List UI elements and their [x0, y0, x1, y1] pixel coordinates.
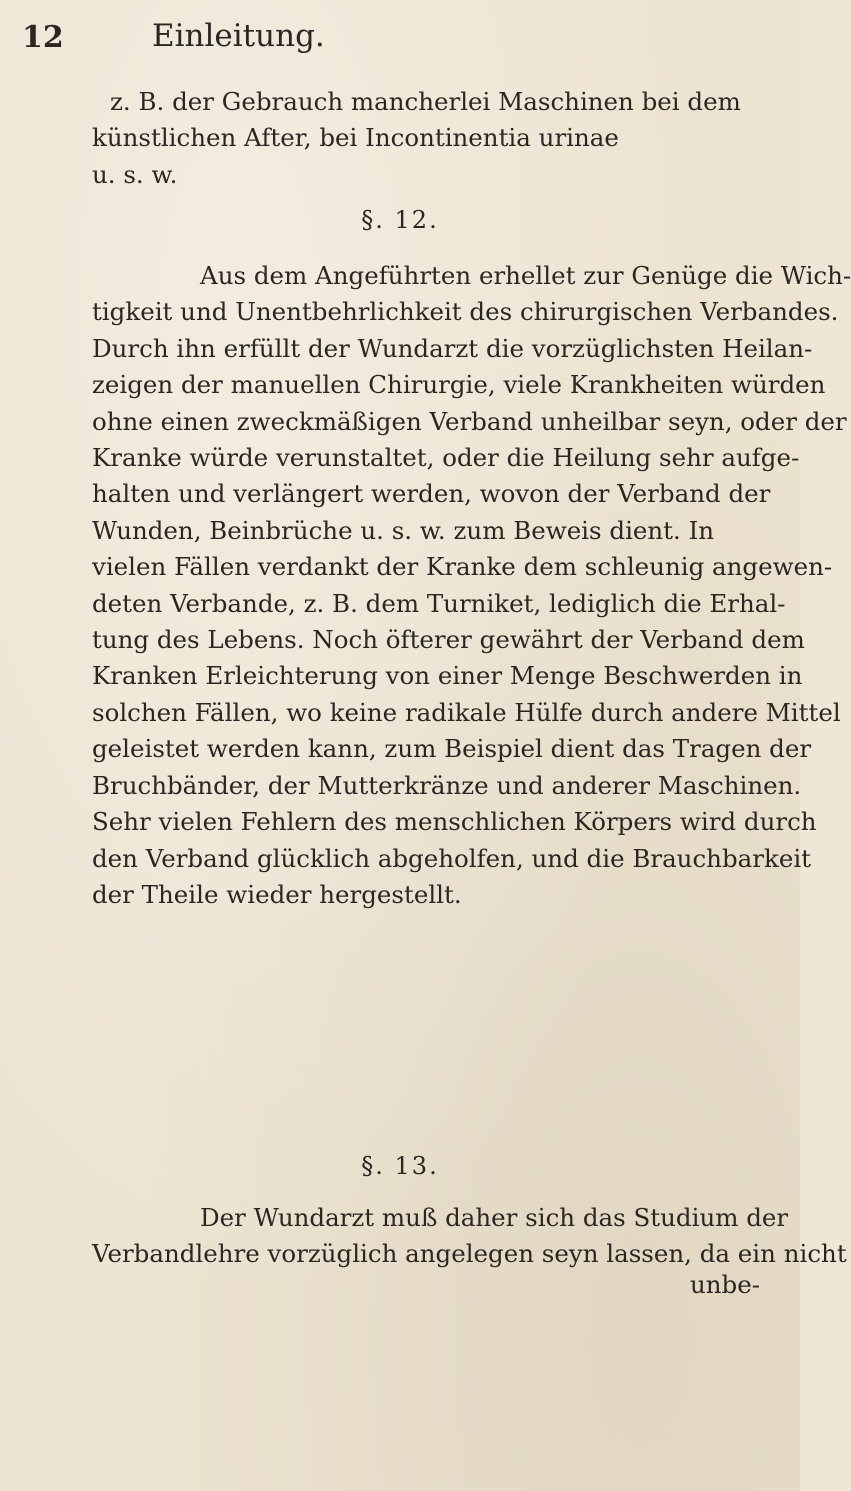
running-title: Einleitung.	[152, 18, 325, 54]
section-heading-12: §. 12.	[361, 206, 439, 234]
page-number: 12	[22, 20, 64, 55]
text-line: tigkeit und Unentbehrlichkeit des chirurgischen Verbandes.	[92, 297, 839, 327]
page-header	[22, 14, 742, 54]
text-line: Wunden, Beinbrüche u. s. w. zum Beweis dient. In	[92, 515, 715, 545]
text-line: ohne einen zweckmäßigen Verband unheilbar seyn, oder der	[92, 406, 847, 436]
text-line: zeigen der manuellen Chirurgie, viele Krankheiten würden	[92, 370, 826, 400]
text-line: geleistet werden kann, zum Beispiel dient das Tragen der	[92, 734, 812, 764]
section-12-body	[92, 258, 851, 913]
text-line: vielen Fällen verdankt der Kranke dem schleunig angewen-	[92, 552, 833, 582]
text-line: halten und verlängert werden, wovon der Verband der	[92, 479, 771, 509]
text-line: deten Verbande, z. B. dem Turniket, lediglich die Erhal-	[92, 588, 786, 618]
text-line: künstlichen After, bei Incontinentia urinae	[92, 123, 619, 153]
text-line: Bruchbänder, der Mutterkränze und anderer Maschinen.	[92, 770, 802, 800]
text-line: Der Wundarzt muß daher sich das Studium der	[200, 1203, 789, 1232]
text-line: tung des Lebens. Noch öfterer gewährt der Verband dem	[92, 625, 805, 655]
section-13-body	[92, 1200, 847, 1273]
text-line: Kranke würde verunstaltet, oder die Heilung sehr aufge-	[92, 443, 800, 473]
text-line: Durch ihn erfüllt der Wundarzt die vorzüglichsten Heilan-	[92, 333, 813, 363]
text-line: z. B. der Gebrauch mancherlei Maschinen bei dem	[110, 87, 741, 116]
catchword: unbe-	[689, 1270, 760, 1299]
text-line: u. s. w.	[92, 159, 178, 189]
paragraph-continuation	[92, 84, 772, 193]
text-line: Sehr vielen Fehlern des menschlichen Körpers wird durch	[92, 807, 817, 837]
section-heading-13: §. 13.	[361, 1152, 439, 1180]
text-line: Aus dem Angeführten erhellet zur Genüge die Wich-	[200, 261, 851, 290]
text-line: der Theile wieder hergestellt.	[92, 879, 462, 909]
text-line: den Verband glücklich abgeholfen, und die Brauchbarkeit	[92, 843, 811, 873]
text-line: solchen Fällen, wo keine radikale Hülfe durch andere Mittel	[92, 697, 841, 727]
text-line: Kranken Erleichterung von einer Menge Beschwerden in	[92, 661, 803, 691]
text-line: Verbandlehre vorzüglich angelegen seyn lassen, da ein nicht	[92, 1239, 847, 1269]
